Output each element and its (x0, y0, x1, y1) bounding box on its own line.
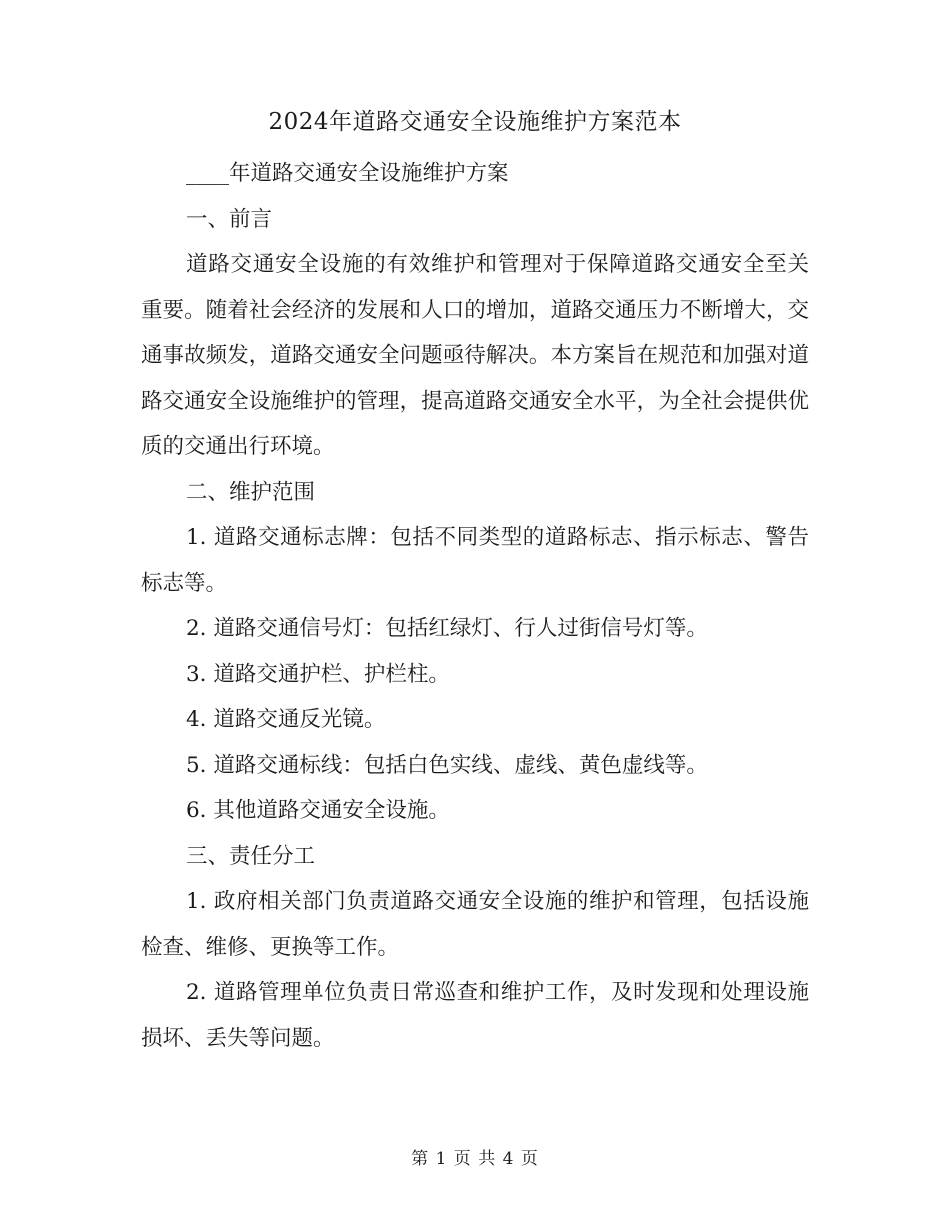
preface-paragraph: 道路交通安全设施的有效维护和管理对于保障道路交通安全至关重要。随着社会经济的发展和人口的增加，道路交通压力不断增大，交通事故频发，道路交通安全问题亟待解决。本方案旨在规范和加强对道路交通安全设施维护的管理，提高道路交通安全水平，为全社会提供优质的交通出行环境。 (141, 252, 809, 459)
scope-item: 2. 道路交通信号灯：包括红绿灯、行人过街信号灯等。 (186, 616, 708, 641)
scope-item: 6. 其他道路交通安全设施。 (186, 798, 450, 823)
section-heading-preface: 一、前言 (186, 206, 273, 232)
section-heading-responsibility: 三、责任分工 (186, 843, 316, 869)
responsibility-item: 1. 政府相关部门负责道路交通安全设施的维护和管理，包括设施检查、维修、更换等工作。 (141, 889, 809, 960)
scope-item: 1. 道路交通标志牌：包括不同类型的道路标志、指示标志、警告标志等。 (141, 525, 809, 596)
page-number-footer: 第 1 页 共 4 页 (411, 1149, 539, 1169)
scope-item: 5. 道路交通标线：包括白色实线、虚线、黄色虚线等。 (186, 752, 708, 778)
responsibility-item: 2. 道路管理单位负责日常巡查和维护工作，及时发现和处理设施损坏、丢失等问题。 (141, 980, 809, 1051)
document-body (141, 151, 809, 1061)
document-title: 2024年道路交通安全设施维护方案范本 (268, 109, 682, 135)
section-heading-scope: 二、维护范围 (186, 479, 316, 505)
document-subtitle: ____年道路交通安全设施维护方案 (186, 161, 509, 186)
scope-item: 4. 道路交通反光镜。 (186, 707, 386, 732)
scope-item: 3. 道路交通护栏、护栏柱。 (186, 661, 450, 687)
